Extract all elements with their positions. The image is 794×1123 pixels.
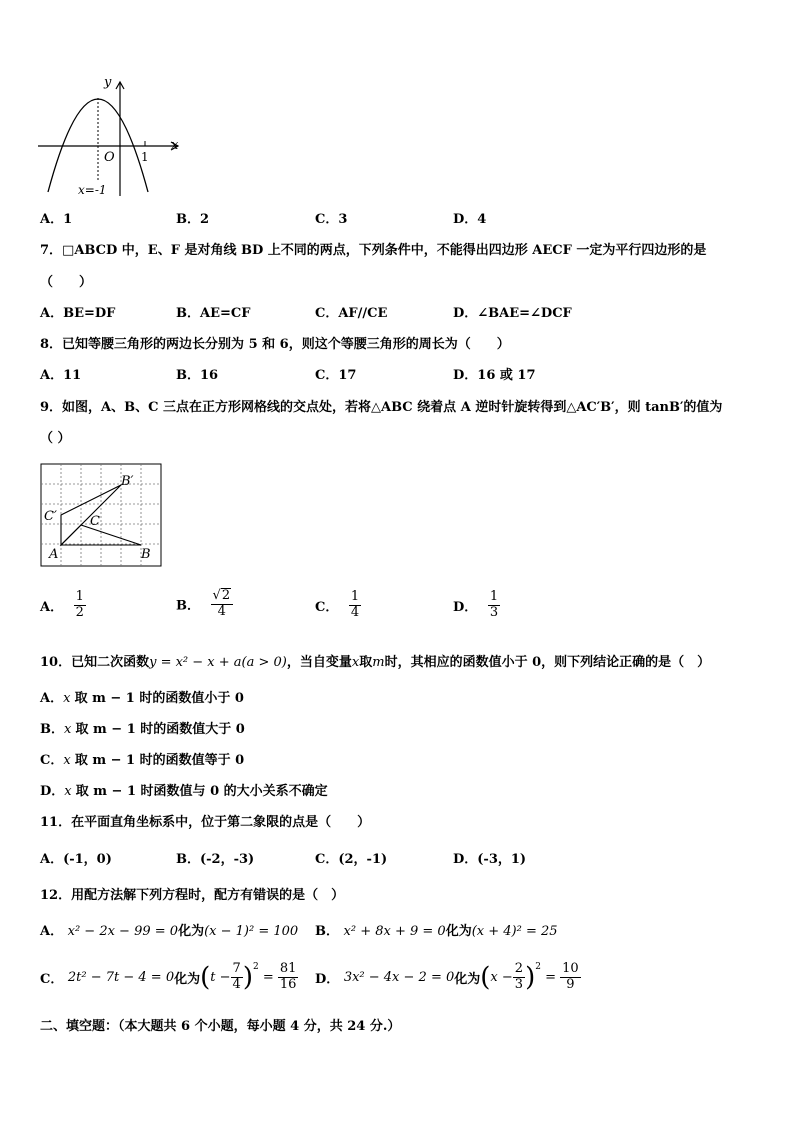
x-axis-label: x [171,138,179,153]
q11-option-b[interactable]: B．(-2，-3) [176,852,255,867]
q12-option-d[interactable]: D． 3x² − 4x − 2 = 0化为(x − $\frac{2}{3}$ )$^2$ = $\frac{10}{9}$ [315,961,579,993]
point-a-label: A [49,547,59,562]
q9-option-b-label: B． [176,598,200,614]
q10-option-d[interactable]: D．x 取 m − 1 时函数值与 0 的大小关系不确定 [40,784,328,799]
q9-option-b[interactable] [176,588,233,620]
q8-option-a[interactable]: A．11 [40,368,82,383]
point-c-prime-label: C′ [44,509,57,524]
grid-figure [40,463,164,569]
sqrt-icon: √ [212,588,221,603]
q9-option-c-den: 4 [350,604,360,620]
q10-option-a[interactable]: A．x 取 m − 1 时的函数值小于 0 [40,691,244,706]
q9-option-d-label: D． [453,599,478,615]
q7-stem: 7．□ABCD 中，E、F 是对角线 BD 上不同的两点，下列条件中，不能得出四边形 AECF 一定为平行四边形的是 [40,243,707,258]
q6-option-b[interactable]: B．2 [176,212,210,227]
q9-option-c-num: 1 [350,589,360,604]
q11-option-d[interactable]: D．(-3，1) [453,852,527,867]
q8-stem: 8．已知等腰三角形的两边长分别为 5 和 6，则这个等腰三角形的周长为（ ） [40,337,510,352]
q9-option-a-num: 1 [75,589,84,604]
q12-stem: 12．用配方法解下列方程时，配方有错误的是（ ） [40,888,345,903]
q6-option-d[interactable]: D．4 [453,212,487,227]
axis-symmetry-label: x=-1 [78,183,107,197]
q9-option-c-label: C． [315,599,339,615]
q9-option-a-label: A． [40,599,64,615]
q10-function: y = x² − x + a(a > 0) [149,655,287,670]
q10-option-c[interactable]: C．x 取 m − 1 时的函数值等于 0 [40,753,245,768]
q7-option-b[interactable]: B．AE=CF [176,306,251,321]
parabola-figure [30,70,190,200]
q8-option-d[interactable]: D．16 或 17 [453,368,536,383]
q12-a-result: (x − 1)² = 100 [204,924,299,939]
q7-paren: （ ） [40,275,93,290]
q9-option-d[interactable] [453,590,500,621]
q8-option-c[interactable]: C．17 [315,368,357,383]
point-c-label: C [90,514,100,529]
q7-option-a[interactable]: A．BE=DF [40,306,116,321]
q10-stem: 10．已知二次函数y = x² − x + a(a > 0)，当自变量x取m时，其相应的函数值小于 0，则下列结论正确的是（ ） [40,655,711,670]
q12-a-equation: x² − 2x − 99 = 0 [67,924,179,939]
q9-option-a[interactable] [40,590,86,621]
section-2-heading: 二、填空题：（本大题共 6 个小题，每小题 4 分，共 24 分.） [40,1019,401,1034]
point-b-label: B [141,547,151,562]
q12-option-b[interactable]: B． x² + 8x + 9 = 0化为(x + 4)² = 25 [315,924,558,939]
q12-d-equation: 3x² − 4x − 2 = 0 [343,969,455,985]
q7-option-d[interactable]: D．∠BAE=∠DCF [453,306,572,321]
q9-paren: （ ） [40,431,71,446]
q11-option-a[interactable]: A．(-1，0) [40,852,112,867]
q9-stem: 9．如图，A、B、C 三点在正方形网格线的交点处，若将△ABC 绕着点 A 逆时针旋转得到△AC′B′，则 tanB′的值为 [40,400,723,415]
q9-option-d-den: 3 [489,604,499,620]
tick-one-label: 1 [141,150,149,164]
origin-label: O [104,150,115,165]
q12-option-c[interactable]: C． 2t² − 7t − 4 = 0化为(t − $\frac{7}{4}$ )$^2$ = $\frac{81}{16}$ [40,961,297,993]
q12-b-result: (x + 4)² = 25 [471,924,558,939]
q9-option-c[interactable] [315,590,361,621]
q8-option-b[interactable]: B．16 [176,368,219,383]
y-axis-label: y [104,75,112,90]
point-b-prime-label: B′ [121,474,134,489]
q11-stem: 11．在平面直角坐标系中，位于第二象限的点是（ ） [40,815,371,830]
q12-c-equation: 2t² − 7t − 4 = 0 [67,969,175,985]
q7-option-c[interactable]: C．AF//CE [315,306,388,321]
q9-option-a-den: 2 [75,604,84,620]
q9-option-d-num: 1 [489,589,499,604]
q12-option-a[interactable]: A． x² − 2x − 99 = 0化为(x − 1)² = 100 [40,924,299,939]
q11-option-c[interactable]: C．(2，-1) [315,852,388,867]
q10-option-b[interactable]: B．x 取 m − 1 时的函数值大于 0 [40,722,245,737]
q12-b-equation: x² + 8x + 9 = 0 [343,924,446,939]
q6-option-c[interactable]: C．3 [315,212,348,227]
q9-option-b-num: 2 [221,588,231,603]
q9-option-b-den: 4 [217,603,226,619]
q6-option-a[interactable]: A．1 [40,212,73,227]
